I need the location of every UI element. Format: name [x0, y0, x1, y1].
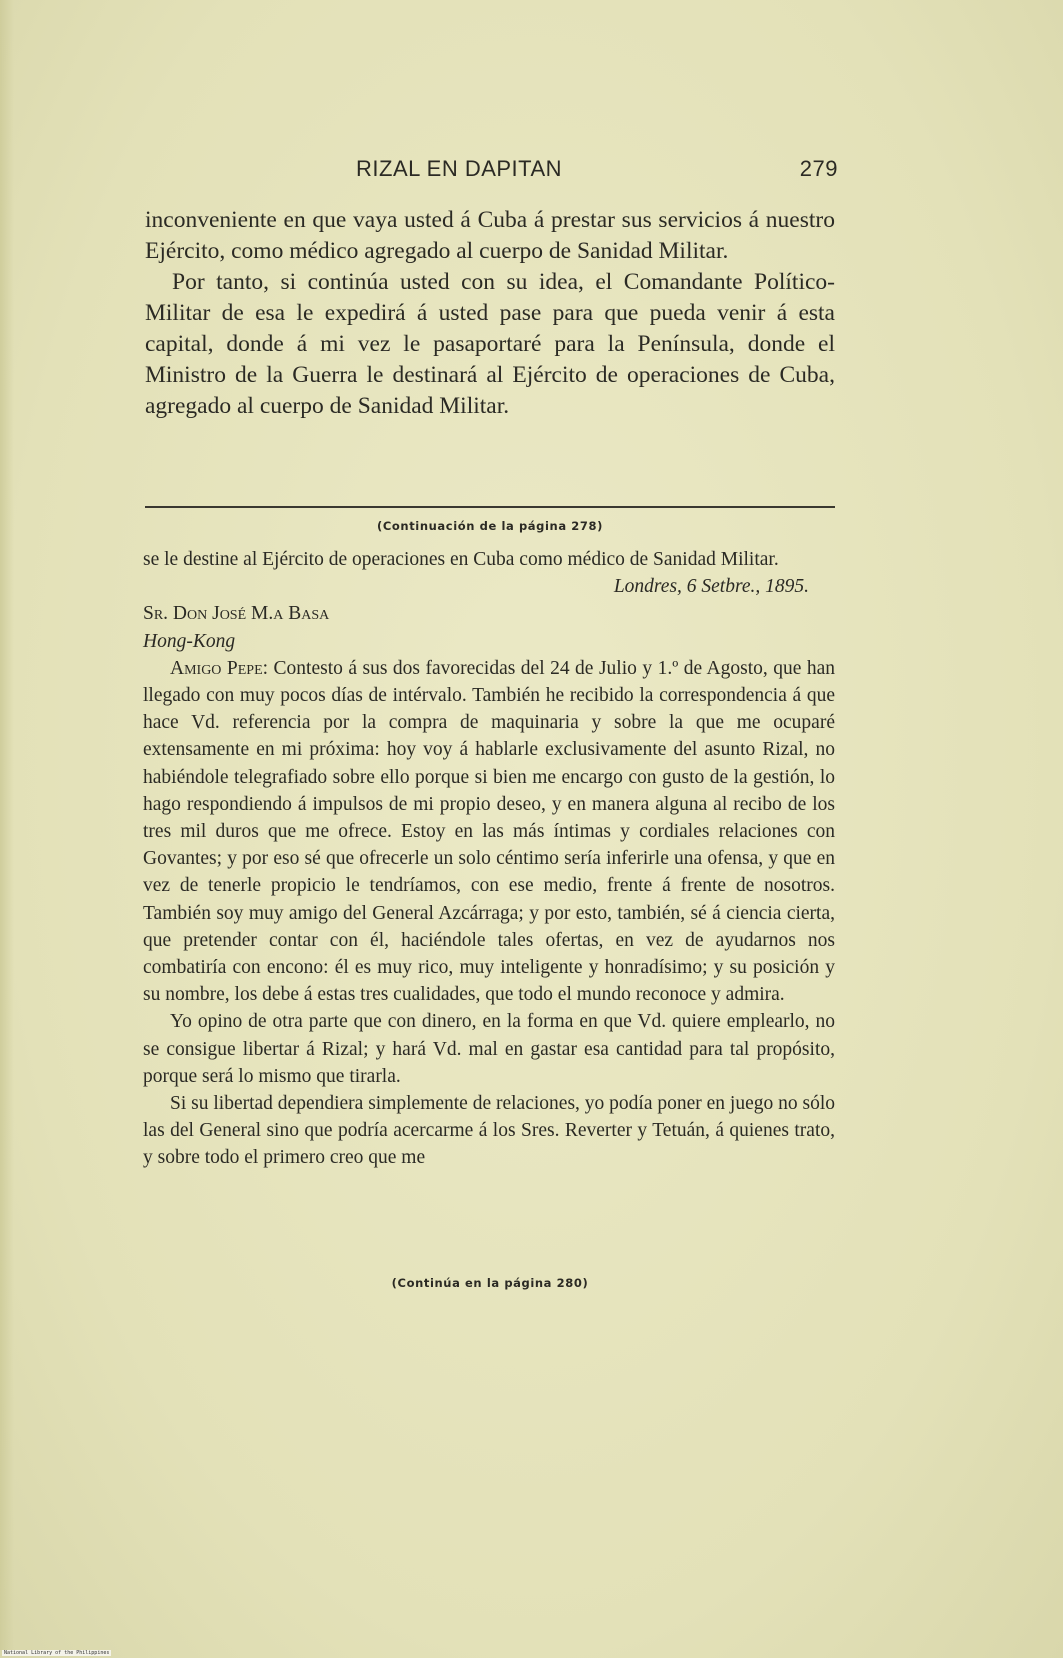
upper-text-block — [145, 205, 835, 422]
continuation-from-note: (Continuación de la página 278) — [377, 519, 603, 533]
section-divider — [145, 506, 835, 508]
letter-paragraph-2: Yo opino de otra parte que con dinero, en la forma en que Vd. quiere emplearlo, no se consigue libertar á Rizal; y hará Vd. mal en gastar esa cantidad para tal propósito, porque será lo mismo que tirarla. — [143, 1011, 835, 1087]
letter-paragraph-3: Si su libertad dependiera simplemente de relaciones, yo podía poner en juego no sólo las del General sino que podría acercarme á los Sres. Reverter y Tetuán, á quienes trato, y sobre todo el primero creo que me — [143, 1093, 835, 1169]
lower-paragraph-1: se le destine al Ejército de operaciones en Cuba como médico de Sanidad Militar. — [143, 549, 779, 570]
running-head-title: RIZAL EN DAPITAN — [356, 156, 563, 181]
letter-addressee: Sr. Don José M.a Basa — [143, 603, 330, 625]
page-number: 279 — [799, 156, 838, 181]
letter-paragraph-1 — [143, 655, 835, 1009]
lower-text-block — [143, 546, 835, 1172]
letter-addressee-city: Hong-Kong — [143, 630, 236, 652]
letter-dateline: Londres, 6 Setbre., 1895. — [613, 576, 809, 598]
page-edge-shadow — [0, 0, 14, 1650]
scan-credit: National Library of the Philippines — [4, 1650, 110, 1656]
letter-paragraph-1-text: Contesto á sus dos favorecidas del 24 de Julio y 1.º de Agosto, que han llegado con muy pocos días de intérvalo. También he recibido la correspondencia á que hace Vd. referencia por la compra de maquinaria y sobre la que me ocuparé extensamente en mi próxima: hoy voy á hablarle exclusivamente del asunto Rizal, no habiéndole telegrafiado sobre ello porque si bien me encargo con gusto de la gestión, lo hago respondiendo á impulsos de mi propio deseo, y en manera alguna al recibo de los tres mil duros que me ofrece. Estoy en las más íntimas y cordiales relaciones con Govantes; y por eso sé que ofrecerle un solo céntimo sería inferirle una ofensa, y que en vez de tenerle propicio le tendríamos, con ese medio, frente á frente de nosotros. También soy muy amigo del General Azcárraga; y por esto, también, sé á ciencia cierta, que pretender contar con él, haciéndole tales ofertas, en vez de ayudarnos nos combatiría con encono: él es muy rico, muy inteligente y honradísimo; y su posición y su nombre, los debe á estas tres cualidades, que todo el mundo reconoce y admira. — [143, 657, 835, 1006]
running-head — [142, 152, 838, 186]
continues-on-note: (Continúa en la página 280) — [391, 1276, 589, 1290]
letter-salutation: Amigo Pepe: — [170, 657, 269, 679]
upper-paragraph-2: Por tanto, si continúa usted con su idea, el Comandante Político-Militar de esa le expedirá á usted pase para que pueda venir á esta capital, donde á mi vez le pasaportaré para la Península, donde el Ministro de la Guerra le destinará al Ejército de operaciones de Cuba, agregado al cuerpo de Sanidad Militar. — [145, 269, 835, 419]
upper-paragraph-1: inconveniente en que vaya usted á Cuba á prestar sus servicios á nuestro Ejército, como médico agregado al cuerpo de Sanidad Militar. — [145, 207, 835, 264]
